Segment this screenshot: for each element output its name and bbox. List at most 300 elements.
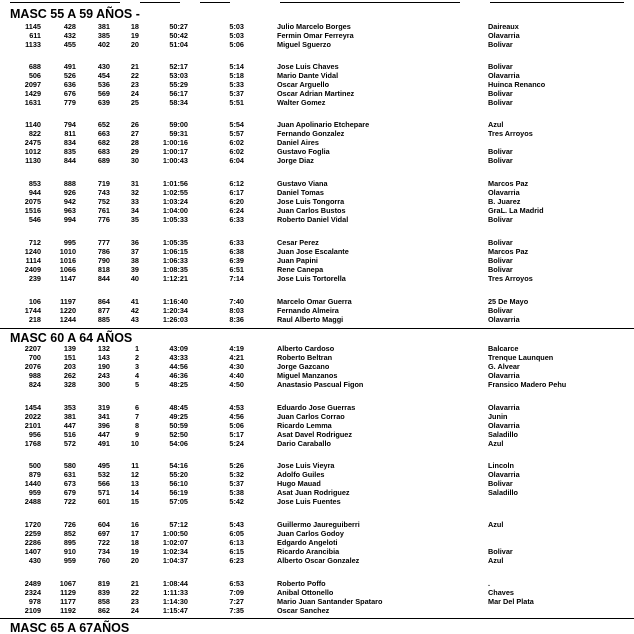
overall-place: 1010 xyxy=(59,247,76,256)
pace: 6:05 xyxy=(229,529,244,538)
runner-name: Mario Juan Santander Spataro xyxy=(277,597,383,606)
category-place: 20 xyxy=(130,40,139,49)
city: Marcos Paz xyxy=(488,247,529,256)
pace: 4:53 xyxy=(229,403,244,412)
gender-place: 341 xyxy=(97,412,110,421)
city: Saladillo xyxy=(488,488,519,497)
bib: 611 xyxy=(29,31,41,40)
runner-name: Alberto Cardoso xyxy=(277,344,335,353)
result-row xyxy=(0,439,634,448)
city: Bolivar xyxy=(488,215,513,224)
time: 52:50 xyxy=(169,430,188,439)
pace: 6:33 xyxy=(229,215,244,224)
pace: 5:26 xyxy=(229,461,244,470)
category-place: 2 xyxy=(134,353,139,362)
time: 1:00:16 xyxy=(162,138,188,147)
overall-place: 835 xyxy=(63,147,76,156)
result-row xyxy=(0,597,634,606)
overall-place: 447 xyxy=(63,421,76,430)
time: 50:27 xyxy=(169,22,188,31)
city: Azul xyxy=(488,520,504,529)
pace: 7:14 xyxy=(229,274,244,283)
time: 43:09 xyxy=(169,344,188,353)
time: 46:36 xyxy=(169,371,188,380)
time: 50:42 xyxy=(169,31,188,40)
runner-name: Gustavo Viana xyxy=(277,179,328,188)
runner-name: Cesar Perez xyxy=(277,238,319,247)
city: Bolivar xyxy=(488,265,513,274)
city: Bolivar xyxy=(488,479,513,488)
gender-place: 877 xyxy=(97,306,110,315)
result-row xyxy=(0,430,634,439)
gender-place: 639 xyxy=(97,98,110,107)
runner-name: Anibal Ottonello xyxy=(277,588,334,597)
result-row xyxy=(0,40,634,49)
city: 25 De Mayo xyxy=(488,297,529,306)
time: 1:00:50 xyxy=(162,529,188,538)
bib: 239 xyxy=(28,274,41,283)
category-place: 8 xyxy=(134,421,139,430)
bib: 506 xyxy=(28,71,41,80)
category-place: 9 xyxy=(134,430,139,439)
category-place: 10 xyxy=(130,439,139,448)
gender-place: 885 xyxy=(97,315,110,324)
pace: 5:24 xyxy=(229,439,244,448)
gender-place: 862 xyxy=(97,606,110,615)
result-row xyxy=(0,22,634,31)
category-place: 19 xyxy=(130,31,139,40)
result-row xyxy=(0,479,634,488)
overall-place: 910 xyxy=(63,547,76,556)
pace: 5:03 xyxy=(229,31,244,40)
overall-place: 679 xyxy=(63,488,76,497)
time: 56:10 xyxy=(169,479,188,488)
runner-name: Ricardo Lemma xyxy=(277,421,332,430)
category-place: 41 xyxy=(130,297,139,306)
time: 53:03 xyxy=(169,71,188,80)
runner-name: Daniel Tomas xyxy=(277,188,324,197)
city: Mar Del Plata xyxy=(488,597,534,606)
result-row xyxy=(0,80,634,89)
runner-name: Jose Luis Vieyra xyxy=(277,461,335,470)
category-place: 4 xyxy=(134,371,139,380)
overall-place: 726 xyxy=(63,520,76,529)
category-place: 38 xyxy=(130,256,139,265)
category-place: 26 xyxy=(130,120,139,129)
gender-place: 777 xyxy=(97,238,110,247)
overall-place: 381 xyxy=(63,412,76,421)
overall-place: 428 xyxy=(63,22,76,31)
overall-place: 631 xyxy=(63,470,76,479)
overall-place: 995 xyxy=(63,238,76,247)
time: 51:04 xyxy=(169,40,188,49)
category-place: 39 xyxy=(130,265,139,274)
runner-name: Gustavo Foglia xyxy=(277,147,330,156)
category-place: 12 xyxy=(130,470,139,479)
bib: 712 xyxy=(28,238,41,247)
time: 56:17 xyxy=(169,89,188,98)
overall-place: 852 xyxy=(63,529,76,538)
city: Trenque Launquen xyxy=(488,353,554,362)
result-row xyxy=(0,297,634,306)
bib: 1440 xyxy=(24,479,41,488)
gender-place: 743 xyxy=(97,188,110,197)
city: Olavarria xyxy=(488,371,520,380)
bib: 1429 xyxy=(24,89,41,98)
city: Saladillo xyxy=(488,430,519,439)
gender-place: 752 xyxy=(97,197,110,206)
overall-place: 203 xyxy=(63,362,76,371)
city: Olavarria xyxy=(488,31,520,40)
city: Bolivar xyxy=(488,156,513,165)
result-row xyxy=(0,274,634,283)
time: 1:02:34 xyxy=(162,547,188,556)
city: Azul xyxy=(488,556,504,565)
bib: 2075 xyxy=(24,197,41,206)
gender-place: 734 xyxy=(97,547,110,556)
overall-place: 1066 xyxy=(59,265,76,274)
gender-place: 132 xyxy=(97,344,110,353)
city: Balcarce xyxy=(488,344,519,353)
result-row xyxy=(0,31,634,40)
time: 1:02:07 xyxy=(162,538,188,547)
city: Azul xyxy=(488,120,504,129)
bib: 1133 xyxy=(25,40,41,49)
bib: 2207 xyxy=(24,344,41,353)
city: G. Alvear xyxy=(488,362,520,371)
gender-place: 604 xyxy=(97,520,110,529)
pace: 4:21 xyxy=(229,353,244,362)
time: 1:15:47 xyxy=(162,606,188,615)
category-place: 35 xyxy=(130,215,139,224)
runner-name: Jose Luis Fuentes xyxy=(277,497,341,506)
overall-place: 580 xyxy=(63,461,76,470)
city: Bolivar xyxy=(488,89,513,98)
result-row xyxy=(0,421,634,430)
runner-name: Oscar Sanchez xyxy=(277,606,330,615)
pace: 5:43 xyxy=(229,520,244,529)
gender-place: 532 xyxy=(97,470,110,479)
category-place: 27 xyxy=(130,129,139,138)
pace: 5:18 xyxy=(229,71,244,80)
time: 54:16 xyxy=(169,461,188,470)
city: Junin xyxy=(488,412,508,421)
result-row xyxy=(0,412,634,421)
time: 1:16:40 xyxy=(162,297,188,306)
bib: 853 xyxy=(28,179,41,188)
result-row xyxy=(0,470,634,479)
category-place: 28 xyxy=(130,138,139,147)
city: Olavarria xyxy=(488,421,520,430)
result-row xyxy=(0,362,634,371)
overall-place: 572 xyxy=(63,439,76,448)
time: 1:05:35 xyxy=(162,238,188,247)
overall-place: 794 xyxy=(63,120,76,129)
category-place: 32 xyxy=(130,188,139,197)
city: Olavarria xyxy=(488,470,520,479)
section-title: MASC 60 A 64 AÑOS xyxy=(10,331,133,345)
pace: 6:24 xyxy=(229,206,244,215)
overall-place: 1244 xyxy=(59,315,76,324)
runner-name: Fernando Almeira xyxy=(277,306,339,315)
gender-place: 571 xyxy=(97,488,110,497)
gender-place: 402 xyxy=(97,40,110,49)
bib: 2097 xyxy=(24,80,41,89)
overall-place: 1067 xyxy=(59,579,76,588)
result-row xyxy=(0,138,634,147)
overall-place: 959 xyxy=(63,556,76,565)
runner-name: Juan Papini xyxy=(277,256,318,265)
category-place: 1 xyxy=(134,344,139,353)
gender-place: 143 xyxy=(97,353,110,362)
pace: 6:02 xyxy=(229,138,244,147)
category-place: 20 xyxy=(130,556,139,565)
pace: 6:12 xyxy=(229,179,244,188)
gender-place: 491 xyxy=(97,439,110,448)
runner-name: Juan Carlos Corrao xyxy=(277,412,345,421)
pace: 5:06 xyxy=(229,40,244,49)
result-row xyxy=(0,156,634,165)
runner-name: Walter Gomez xyxy=(277,98,326,107)
runner-name: Asat Juan Rodriguez xyxy=(277,488,350,497)
runner-name: Marcelo Omar Guerra xyxy=(277,297,352,306)
header-rule-name xyxy=(280,2,460,3)
gender-place: 844 xyxy=(97,274,110,283)
runner-name: Eduardo Jose Guerras xyxy=(277,403,356,412)
bib: 2286 xyxy=(24,538,41,547)
overall-place: 139 xyxy=(63,344,76,353)
gender-place: 381 xyxy=(97,22,110,31)
pace: 6:13 xyxy=(229,538,244,547)
time: 50:59 xyxy=(169,421,188,430)
gender-place: 396 xyxy=(97,421,110,430)
city: B. Juarez xyxy=(488,197,521,206)
overall-place: 1177 xyxy=(60,597,76,606)
bib: 546 xyxy=(28,215,41,224)
runner-name: Guillermo Jaureguiberri xyxy=(277,520,360,529)
pace: 5:42 xyxy=(229,497,244,506)
pace: 5:57 xyxy=(229,129,244,138)
bib: 1145 xyxy=(25,22,41,31)
section-title: MASC 55 A 59 AÑOS - xyxy=(10,7,140,21)
city: Bolivar xyxy=(488,238,513,247)
pace: 6:53 xyxy=(229,579,244,588)
bib: 959 xyxy=(28,488,41,497)
category-place: 24 xyxy=(130,606,139,615)
result-row xyxy=(0,62,634,71)
runner-name: Alberto Oscar Gonzalez xyxy=(277,556,360,565)
category-place: 22 xyxy=(130,71,139,80)
result-row xyxy=(0,497,634,506)
gender-place: 697 xyxy=(97,529,110,538)
runner-name: Dario Caraballo xyxy=(277,439,331,448)
pace: 5:54 xyxy=(229,120,244,129)
category-place: 5 xyxy=(134,380,139,389)
city: Huinca Renanco xyxy=(488,80,546,89)
city: . xyxy=(488,579,491,588)
category-place: 11 xyxy=(131,461,139,470)
time: 56:19 xyxy=(169,488,188,497)
bib: 1454 xyxy=(24,403,41,412)
city: Daireaux xyxy=(488,22,519,31)
gender-place: 839 xyxy=(97,588,110,597)
runner-name: Jose Luis Tongorra xyxy=(277,197,345,206)
result-row xyxy=(0,206,634,215)
category-place: 24 xyxy=(130,89,139,98)
city: Chaves xyxy=(488,588,514,597)
gender-place: 663 xyxy=(97,129,110,138)
time: 55:20 xyxy=(169,470,188,479)
city: Marcos Paz xyxy=(488,179,529,188)
runner-name: Oscar Arguello xyxy=(277,80,330,89)
pace: 5:14 xyxy=(229,62,244,71)
result-row xyxy=(0,344,634,353)
bib: 1631 xyxy=(24,98,41,107)
category-place: 16 xyxy=(130,520,139,529)
bib: 2109 xyxy=(24,606,41,615)
overall-place: 636 xyxy=(63,80,76,89)
bib: 1744 xyxy=(24,306,41,315)
result-row xyxy=(0,71,634,80)
bib: 2324 xyxy=(24,588,41,597)
bib: 2488 xyxy=(24,497,41,506)
overall-place: 151 xyxy=(63,353,76,362)
time: 1:14:30 xyxy=(162,597,188,606)
category-place: 17 xyxy=(130,529,139,538)
category-place: 18 xyxy=(130,538,139,547)
gender-place: 385 xyxy=(97,31,110,40)
section-title: MASC 65 A 67AÑOS xyxy=(10,621,130,634)
category-place: 29 xyxy=(130,147,139,156)
runner-name: Miguel Sguerzo xyxy=(277,40,331,49)
pace: 5:37 xyxy=(229,89,244,98)
result-row xyxy=(0,579,634,588)
pace: 6:39 xyxy=(229,256,244,265)
category-place: 13 xyxy=(130,479,139,488)
result-row xyxy=(0,120,634,129)
city: Olavarria xyxy=(488,403,520,412)
city: Lincoln xyxy=(488,461,514,470)
overall-place: 834 xyxy=(63,138,76,147)
bib: 1516 xyxy=(24,206,41,215)
overall-place: 1129 xyxy=(60,588,76,597)
result-row xyxy=(0,556,634,565)
result-row xyxy=(0,488,634,497)
pace: 5:38 xyxy=(229,488,244,497)
time: 52:17 xyxy=(169,62,188,71)
result-row xyxy=(0,256,634,265)
result-row xyxy=(0,371,634,380)
pace: 4:19 xyxy=(229,344,244,353)
pace: 7:35 xyxy=(229,606,244,615)
pace: 6:51 xyxy=(229,265,244,274)
result-row xyxy=(0,547,634,556)
city: Bolivar xyxy=(488,98,513,107)
time: 1:01:56 xyxy=(162,179,188,188)
category-place: 22 xyxy=(130,588,139,597)
bib: 824 xyxy=(28,380,41,389)
gender-place: 190 xyxy=(97,362,110,371)
city: Bolivar xyxy=(488,547,513,556)
city: Olavarria xyxy=(488,188,520,197)
gender-place: 864 xyxy=(97,297,110,306)
bib: 944 xyxy=(28,188,41,197)
runner-name: Raul Alberto Maggi xyxy=(277,315,344,324)
gender-place: 243 xyxy=(97,371,110,380)
runner-name: Anastasio Pascual Figon xyxy=(277,380,364,389)
bib: 1140 xyxy=(25,120,41,129)
gender-place: 682 xyxy=(97,138,110,147)
pace: 8:36 xyxy=(229,315,244,324)
pace: 7:27 xyxy=(229,597,244,606)
runner-name: Roberto Beltran xyxy=(277,353,333,362)
category-place: 14 xyxy=(130,488,139,497)
result-row xyxy=(0,461,634,470)
result-row xyxy=(0,588,634,597)
result-row xyxy=(0,529,634,538)
overall-place: 262 xyxy=(63,371,76,380)
gender-place: 858 xyxy=(97,597,110,606)
bib: 2475 xyxy=(24,138,41,147)
bib: 2409 xyxy=(24,265,41,274)
bib: 2259 xyxy=(24,529,41,538)
pace: 5:37 xyxy=(229,479,244,488)
overall-place: 673 xyxy=(63,479,76,488)
category-place: 21 xyxy=(130,579,139,588)
runner-name: Fernando Gonzalez xyxy=(277,129,345,138)
gender-place: 601 xyxy=(97,497,110,506)
bib: 500 xyxy=(28,461,41,470)
time: 1:11:33 xyxy=(163,588,188,597)
runner-name: Julio Marcelo Borges xyxy=(277,22,351,31)
bib: 2101 xyxy=(24,421,41,430)
pace: 6:17 xyxy=(229,188,244,197)
category-place: 19 xyxy=(130,547,139,556)
runner-name: Hugo Mauad xyxy=(277,479,321,488)
pace: 4:50 xyxy=(229,380,244,389)
time: 43:33 xyxy=(169,353,188,362)
pace: 4:30 xyxy=(229,362,244,371)
time: 58:34 xyxy=(169,98,188,107)
time: 49:25 xyxy=(169,412,188,421)
city: GraL. La Madrid xyxy=(488,206,544,215)
category-place: 43 xyxy=(130,315,139,324)
runner-name: Roberto Poffo xyxy=(277,579,326,588)
pace: 6:02 xyxy=(229,147,244,156)
time: 54:06 xyxy=(169,439,188,448)
time: 1:08:35 xyxy=(162,265,188,274)
header-rule-numbers xyxy=(10,2,120,3)
header-rule-pace xyxy=(200,2,230,3)
bib: 218 xyxy=(28,315,41,324)
section-divider xyxy=(0,328,634,329)
time: 57:12 xyxy=(169,520,188,529)
time: 1:00:43 xyxy=(162,156,188,165)
result-row xyxy=(0,215,634,224)
overall-place: 895 xyxy=(63,538,76,547)
city: Bolivar xyxy=(488,62,513,71)
category-place: 37 xyxy=(130,247,139,256)
overall-place: 455 xyxy=(63,40,76,49)
time: 1:08:44 xyxy=(162,579,188,588)
runner-name: Jose Luis Chaves xyxy=(277,62,339,71)
runner-name: Jorge Gazcano xyxy=(277,362,330,371)
city: Azul xyxy=(488,439,504,448)
pace: 5:32 xyxy=(229,470,244,479)
pace: 8:03 xyxy=(229,306,244,315)
bib: 879 xyxy=(28,470,41,479)
gender-place: 536 xyxy=(97,80,110,89)
